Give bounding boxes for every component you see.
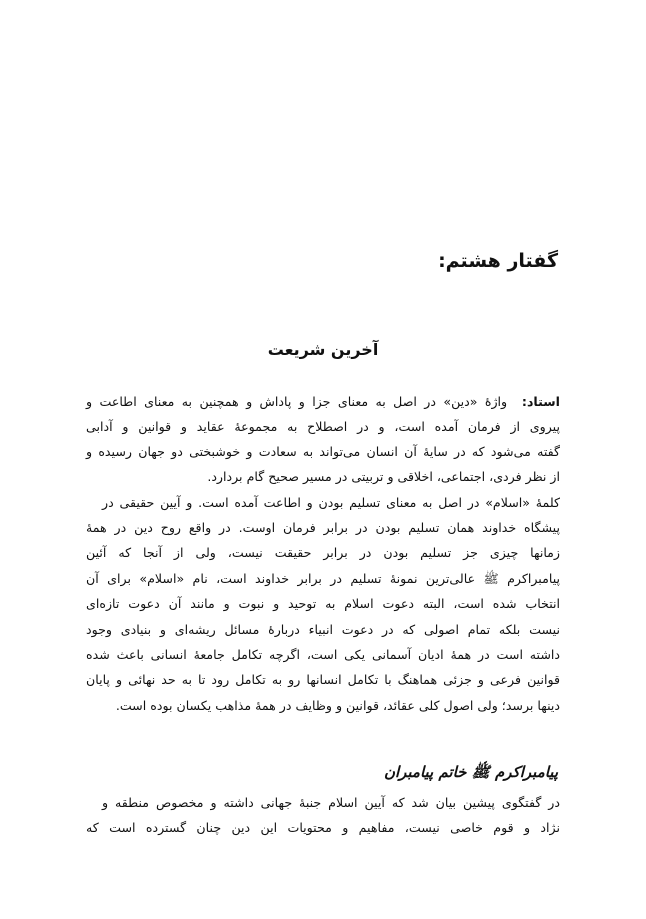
paragraph-line: کلمۀ «اسلام» در اصل به معنای تسلیم بودن و اطاعت آمده است. و آیین حقیقی در bbox=[102, 495, 560, 510]
paragraph-line: انتخاب شده است، البته دعوت اسلام به توحید و نبوت و مانند آن دعوت تازه‌ای bbox=[86, 596, 560, 611]
subheading: پیامبراکرم ﷺ خاتم پیامبران bbox=[383, 763, 558, 781]
paragraph-line: گفته می‌شود که در سایۀ آن انسان می‌تواند به سعادت و خوشبختی دو جهان رسیده و bbox=[86, 444, 560, 459]
paragraph-line: در گفتگوی پیشین بیان شد که آیین اسلام جنبۀ جهانی داشته و مخصوص منطقه و bbox=[102, 795, 560, 810]
speaker-label: استاد: bbox=[521, 394, 560, 409]
paragraph-line: پیروی از فرمان آمده است، و در اصطلاح به مجموعۀ عقاید و قوانین و آدابی bbox=[86, 419, 560, 434]
paragraph-line: پیامبراکرم ﷺ عالی‌ترین نمونۀ تسلیم در برابر خداوند است، نام «اسلام» برای آن bbox=[86, 571, 560, 586]
paragraph-line: دینها برسد؛ ولی اصول کلی عقائد، قوانین و وظایف در همۀ مذاهب یکسان بوده است. bbox=[115, 698, 560, 713]
paragraph-line: استاد: واژۀ «دین» در اصل به معنای جزا و پاداش و همچنین به معنای اطاعت و bbox=[86, 394, 560, 409]
paragraph-line: زمانها چیزی جز تسلیم بودن در برابر حقیقت نیست، ولی از آنجا که آئین bbox=[86, 545, 560, 560]
paragraph-line: از نظر فردی، اجتماعی، اخلاقی و تربیتی در مسیر صحیح گام بردارد. bbox=[207, 469, 560, 484]
paragraph-line: نیست بلکه تمام اصولی که در دعوت انبیاء دربارۀ مسائل ریشه‌ای و بنیادی وجود bbox=[86, 622, 560, 637]
paragraph-line: داشته است در همۀ ادیان آسمانی یکی است، اگرچه تکامل جامعۀ انسانی باعث شده bbox=[86, 647, 560, 662]
paragraph-line: قوانین فرعی و جزئی هماهنگ با تکامل انسانها رو به تکامل رود تا به حد نهائی و پایان bbox=[86, 672, 560, 687]
paragraph-line: نژاد و قوم خاصی نیست، مفاهیم و محتویات این دین چنان گسترده است که bbox=[86, 820, 560, 835]
chapter-title: گفتار هشتم: bbox=[438, 250, 558, 272]
paragraph-line: پیشگاه خداوند همان تسلیم بودن در برابر فرمان اوست. در واقع روح دین در همۀ bbox=[86, 520, 560, 535]
section-title: آخرین شریعت bbox=[267, 340, 379, 359]
